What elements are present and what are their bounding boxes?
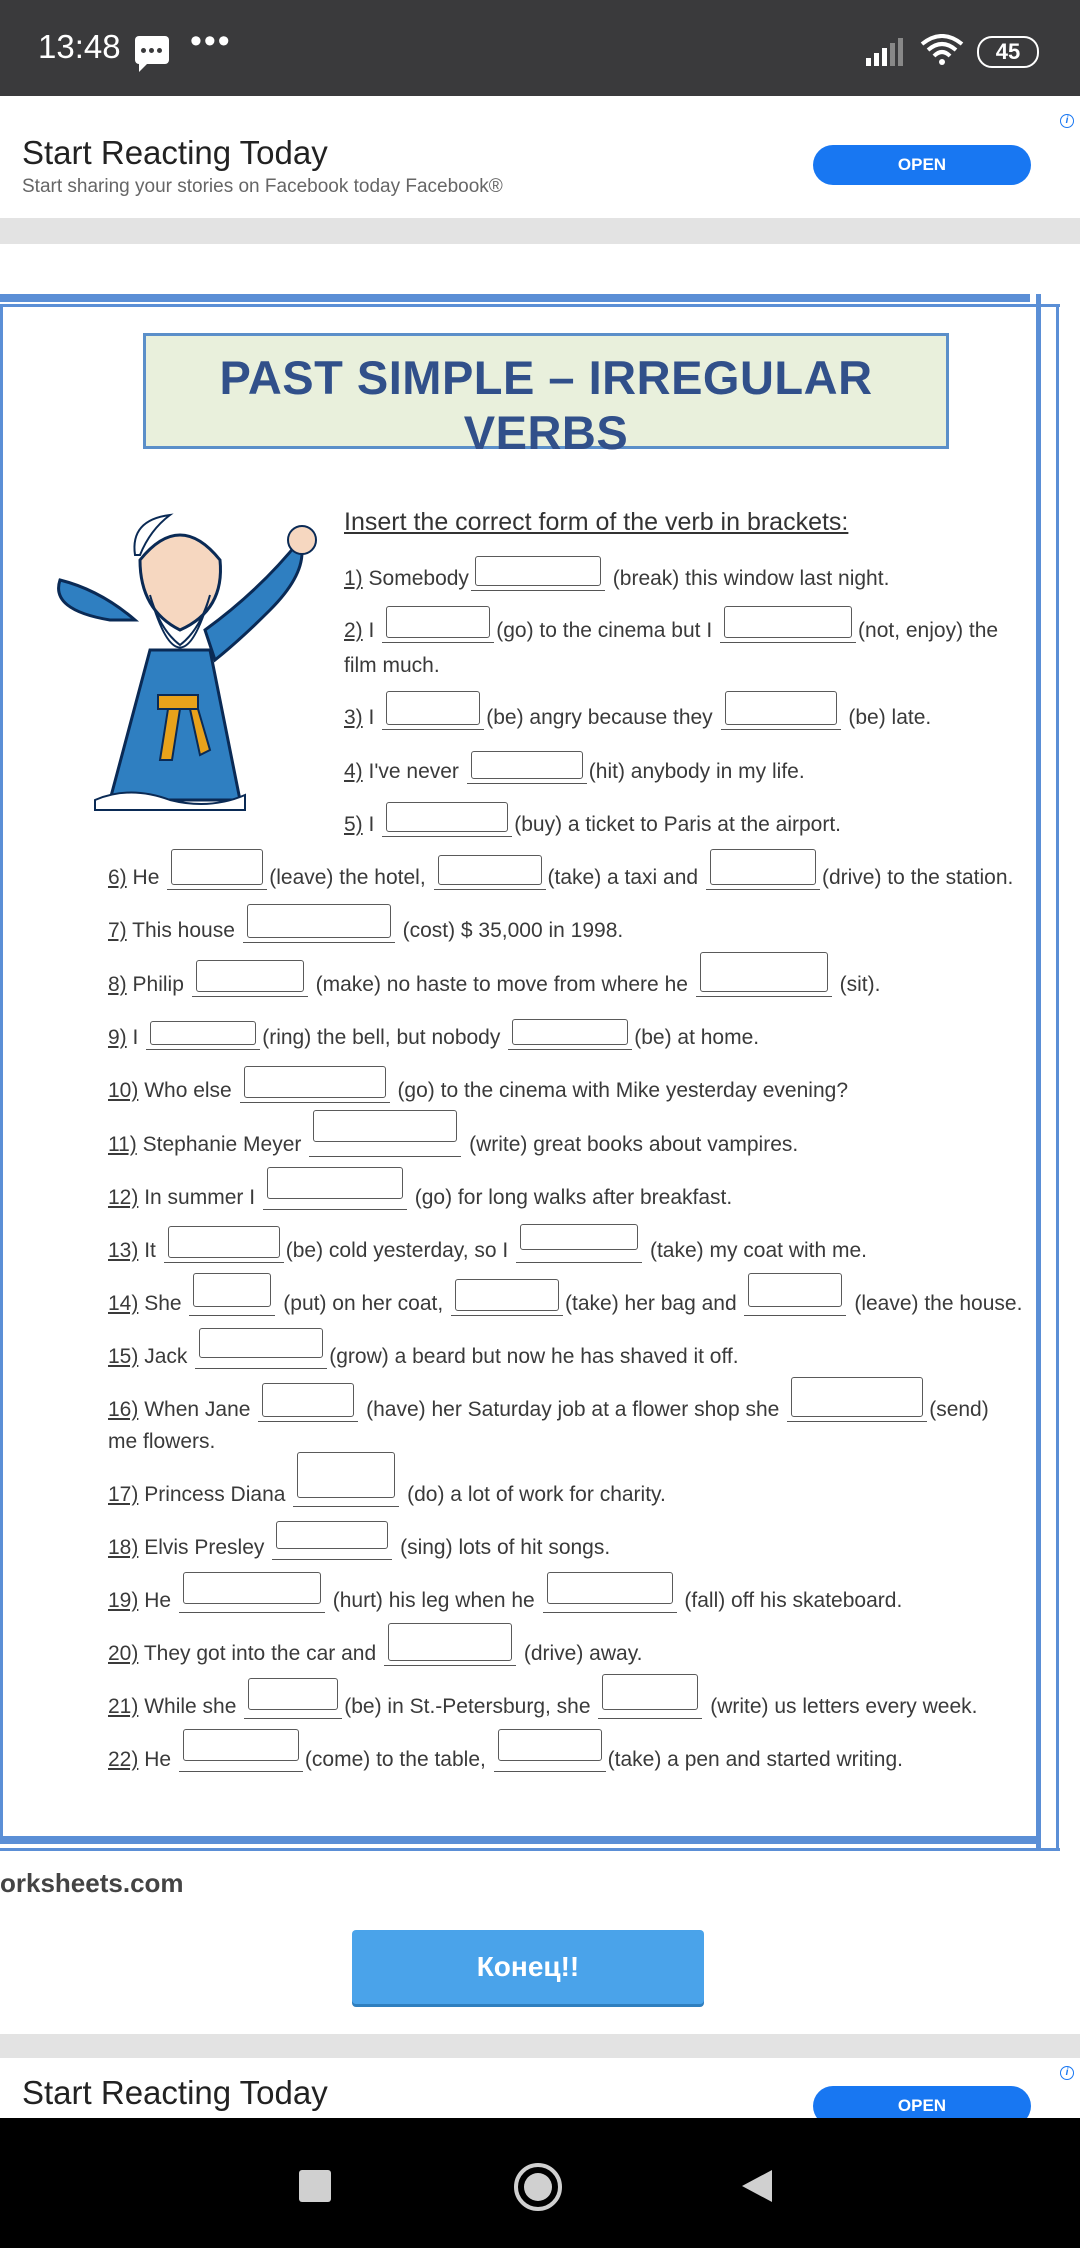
answer-box[interactable] [710,849,816,885]
exercise-text: While she [144,1695,237,1718]
instruction-text: Insert the correct form of the verb in brackets: [344,508,849,536]
exercise-text: (send) [929,1398,989,1421]
sage-illustration [40,500,320,820]
answer-box[interactable] [150,1021,256,1045]
exercise-text: (not, enjoy) the [858,619,999,642]
answer-box[interactable] [438,855,542,885]
item-number: 13) [108,1239,139,1262]
item-number: 2) [344,619,363,642]
recents-icon[interactable] [299,2170,331,2202]
exercise-text: Princess Diana [144,1483,286,1506]
wifi-icon [920,34,964,66]
exercise-text: (cost) $ 35,000 in 1998. [402,919,624,942]
answer-box[interactable] [267,1167,403,1199]
exercise-text: (grow) a beard but now he has shaved it off. [329,1345,739,1368]
exercise-text: (take) a taxi and [547,866,699,889]
answer-box[interactable] [547,1572,673,1604]
exercise-text: (break) this window last night. [612,567,890,590]
item-number: 17) [108,1483,139,1506]
ad-subtitle: Start sharing your stories on Facebook today Facebook® [22,176,503,197]
item-number: 11) [108,1133,137,1156]
exercise-text: (go) for long walks after breakfast. [414,1186,733,1209]
exercise-text: (buy) a ticket to Paris at the airport. [514,813,842,836]
item-number: 21) [108,1695,139,1718]
item-number: 3) [344,706,363,729]
status-bar [0,0,1080,96]
answer-box[interactable] [248,1678,338,1710]
exercise-text: film much. [344,654,440,677]
exercise-text: He [144,1589,172,1612]
ad-title[interactable]: Start Reacting Today [22,134,328,171]
signal-icon [866,38,906,66]
exercise-text: (leave) the hotel, [269,866,426,889]
ad-info-icon[interactable]: i [1060,2066,1074,2080]
exercise-text: (be) in St.-Petersburg, she [344,1695,591,1718]
answer-box[interactable] [475,556,601,586]
answer-box[interactable] [276,1521,388,1549]
exercise-text: (go) to the cinema with Mike yesterday evening? [397,1079,848,1102]
answer-box[interactable] [388,1623,512,1661]
answer-box[interactable] [313,1110,457,1142]
answer-box[interactable] [700,952,828,992]
finish-button[interactable]: Конец!! [352,1930,704,2004]
exercise-text: (drive) to the station. [821,866,1014,889]
separator [0,2034,1080,2058]
exercise-text: (take) my coat with me. [649,1239,868,1262]
exercise-text: (make) no haste to move from where he [315,973,688,996]
answer-box[interactable] [183,1729,299,1761]
exercise-text: (fall) off his skateboard. [684,1589,903,1612]
exercise-text: Elvis Presley [144,1536,265,1559]
more-notifications-icon: ••• [190,22,232,60]
exercise-text: (hurt) his leg when he [332,1589,535,1612]
item-number: 7) [108,919,127,942]
item-number: 20) [108,1642,139,1665]
ad-open-button[interactable]: OPEN [813,145,1031,185]
exercise-text: I've never [368,760,459,783]
exercise-text: (be) angry because they [486,706,713,729]
item-number: 12) [108,1186,139,1209]
exercise-text: (take) a pen and started writing. [607,1748,903,1771]
exercise-text: In summer I [144,1186,256,1209]
item-number: 18) [108,1536,139,1559]
answer-box[interactable] [498,1729,602,1761]
item-number: 6) [108,866,127,889]
answer-box[interactable] [602,1674,698,1710]
exercise-text: I [368,813,375,836]
ad-open-button[interactable]: OPEN [813,2086,1031,2118]
answer-box[interactable] [386,802,508,832]
item-number: 14) [108,1292,139,1315]
item-number: 5) [344,813,363,836]
worksheet-title: PAST SIMPLE – IRREGULAR VERBS [219,351,873,459]
navigation-bar [0,2118,1080,2248]
ad-info-icon[interactable]: i [1060,114,1074,128]
exercise-text: (sit). [839,973,881,996]
ad-banner-top[interactable] [0,96,1080,218]
item-number: 9) [108,1026,127,1049]
item-number: 16) [108,1398,139,1421]
exercise-text: Somebody [368,567,469,590]
answer-box[interactable] [520,1224,638,1250]
exercise-text: (be) cold yesterday, so I [285,1239,509,1262]
exercise-text: (ring) the bell, but nobody [262,1026,501,1049]
exercise-text: He [144,1748,172,1771]
answer-box[interactable] [199,1328,323,1358]
exercise-text: Jack [144,1345,188,1368]
exercise-text: (hit) anybody in my life. [588,760,805,783]
answer-box[interactable] [297,1452,395,1498]
exercise-text: Philip [132,973,184,996]
exercise-text: I [368,619,375,642]
item-number: 10) [108,1079,139,1102]
answer-box[interactable] [748,1273,842,1307]
answer-box[interactable] [247,904,391,938]
exercise-text: It [144,1239,156,1262]
answer-box[interactable] [386,691,480,725]
exercise-text: (go) to the cinema but I [496,619,713,642]
ad-title[interactable]: Start Reacting Today [22,2074,328,2111]
answer-box[interactable] [262,1383,354,1417]
exercise-text: (write) great books about vampires. [469,1133,799,1156]
exercise-text: I [132,1026,139,1049]
answer-box[interactable] [244,1066,386,1098]
battery-indicator: 45 [977,36,1039,68]
exercise-text: Stephanie Meyer [142,1133,302,1156]
exercise-text: (do) a lot of work for charity. [407,1483,666,1506]
exercise-text: (take) her bag and [565,1292,737,1315]
source-site-text: orksheets.com [0,1868,184,1898]
answer-box[interactable] [193,1273,271,1307]
answer-box[interactable] [168,1226,280,1258]
exercise-text: (have) her Saturday job at a flower shop she [366,1398,780,1421]
exercise-text: me flowers. [108,1430,216,1453]
item-number: 19) [108,1589,139,1612]
separator [0,218,1080,244]
exercise-text: (sing) lots of hit songs. [400,1536,611,1559]
answer-box[interactable] [455,1279,559,1311]
exercise-text: (leave) the house. [854,1292,1023,1315]
item-number: 1) [344,567,363,590]
answer-box[interactable] [183,1572,321,1604]
back-icon[interactable] [740,2168,774,2204]
item-number: 15) [108,1345,139,1368]
exercise-text: I [368,706,375,729]
answer-box[interactable] [386,606,490,638]
item-number: 22) [108,1748,139,1771]
exercise-text: (come) to the table, [304,1748,486,1771]
exercise-text: (be) at home. [634,1026,760,1049]
ad-banner-bottom[interactable] [0,2058,1080,2118]
exercise-text: They got into the car and [143,1642,377,1665]
answer-box[interactable] [171,849,263,885]
answer-box[interactable] [196,960,304,992]
exercise-text: (put) on her coat, [283,1292,444,1315]
answer-box[interactable] [724,606,852,638]
exercise-text: (be) late. [848,706,932,729]
item-number: 8) [108,973,127,996]
answer-box[interactable] [471,751,583,779]
exercise-text: He [132,866,160,889]
item-number: 4) [344,760,363,783]
answer-box[interactable] [725,691,837,725]
clock: 13:48 [38,28,121,65]
exercise-text: She [144,1292,182,1315]
answer-box[interactable] [791,1377,923,1417]
message-notification-icon [135,36,169,64]
exercise-text: Who else [144,1079,232,1102]
exercise-text: (drive) away. [523,1642,643,1665]
exercise-text: This house [132,919,235,942]
home-icon[interactable] [514,2163,562,2211]
exercise-text: When Jane [144,1398,251,1421]
exercise-text: (write) us letters every week. [710,1695,978,1718]
answer-box[interactable] [512,1019,628,1045]
